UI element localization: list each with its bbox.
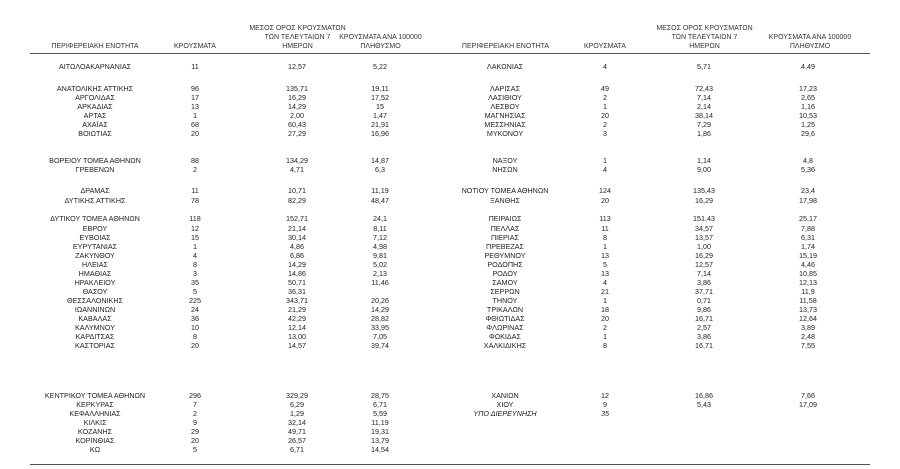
cell-avg: 16,86 — [695, 391, 713, 400]
cell-cases: 11 — [191, 62, 199, 71]
cell-region: ΧΑΝΙΩΝ — [491, 391, 519, 400]
cell-per100k: 5,36 — [801, 165, 815, 174]
table-row — [0, 129, 900, 138]
cell-cases: 20 — [191, 129, 199, 138]
cell-region: ΕΥΡΥΤΑΝΙΑΣ — [72, 242, 118, 251]
cell-avg: 135,43 — [693, 186, 715, 195]
table-row — [0, 341, 900, 350]
cell-region: ΤΡΙΚΑΛΩΝ — [486, 305, 524, 314]
cell-avg: 7,14 — [697, 269, 711, 278]
cell-region: ΛΑΡΙΣΑΣ — [489, 84, 521, 93]
cell-cases: 1 — [193, 242, 197, 251]
table-row — [0, 111, 900, 120]
cell-per100k: 20,26 — [371, 296, 389, 305]
cell-avg: 50,71 — [288, 278, 306, 287]
left-header-per100k — [338, 33, 423, 51]
cell-avg: 12,14 — [288, 323, 306, 332]
table-row — [0, 418, 900, 427]
table-row — [0, 427, 900, 436]
cell-per100k: 7,55 — [801, 341, 815, 350]
cell-per100k: 17,23 — [799, 84, 817, 93]
cell-per100k: 23,4 — [801, 186, 815, 195]
cell-per100k: 17,09 — [799, 400, 817, 409]
left-header-avg-line2: ΤΩΝ ΤΕΛΕΥΤΑΙΩΝ 7 — [264, 34, 331, 41]
cell-avg: 152,71 — [286, 214, 308, 223]
cell-avg: 82,29 — [288, 196, 306, 205]
cell-region: ΒΟΙΩΤΙΑΣ — [78, 129, 112, 138]
cell-region: ΡΟΔΟΥ — [492, 269, 518, 278]
cell-avg: 3,86 — [697, 332, 711, 341]
cell-cases: 11 — [601, 224, 609, 233]
cell-region: ΚΑΣΤΟΡΙΑΣ — [75, 341, 115, 350]
cell-avg: 16,29 — [695, 251, 713, 260]
cell-per100k: 17,52 — [371, 93, 389, 102]
cell-region: ΠΕΙΡΑΙΩΣ — [488, 214, 522, 223]
cell-avg: 2,14 — [697, 102, 711, 111]
cell-cases: 4 — [603, 165, 607, 174]
cell-avg: 13,57 — [695, 233, 713, 242]
cell-avg: 5,71 — [697, 62, 711, 71]
cell-cases: 20 — [601, 111, 609, 120]
cell-per100k: 4,98 — [373, 242, 387, 251]
cell-region: ΑΡΚΑΔΙΑΣ — [77, 102, 113, 111]
cell-per100k: 2,65 — [801, 93, 815, 102]
cell-avg: 16,29 — [695, 196, 713, 205]
cell-avg: 36,31 — [288, 287, 306, 296]
table-row — [0, 196, 900, 205]
cell-cases: 13 — [601, 269, 609, 278]
cell-cases: 2 — [193, 165, 197, 174]
cell-cases: 8 — [603, 233, 607, 242]
table-row — [0, 93, 900, 102]
cell-per100k: 9,81 — [373, 251, 387, 260]
cell-avg: 6,71 — [290, 445, 304, 454]
cell-per100k: 11,19 — [371, 186, 389, 195]
right-header-region: ΠΕΡΙΦΕΡΕΙΑΚΗ ΕΝΟΤΗΤΑ — [461, 43, 550, 50]
cell-cases: 88 — [191, 156, 199, 165]
cell-cases: 1 — [603, 296, 607, 305]
cell-per100k: 13,73 — [799, 305, 817, 314]
cell-region: ΧΙΟΥ — [496, 400, 514, 409]
left-header-avg-line3: ΗΜΕΡΩΝ — [282, 43, 313, 50]
cell-per100k: 15 — [376, 102, 384, 111]
cell-cases: 96 — [191, 84, 199, 93]
cell-avg: 49,71 — [288, 427, 306, 436]
cell-avg: 38,14 — [695, 111, 713, 120]
cell-per100k: 39,74 — [371, 341, 389, 350]
cell-avg: 343,71 — [286, 296, 308, 305]
cell-per100k: 4,8 — [803, 156, 813, 165]
cell-region: ΑΡΤΑΣ — [83, 111, 107, 120]
table-row — [0, 233, 900, 242]
cell-avg: 5,43 — [697, 400, 711, 409]
cell-region: ΚΟΡΙΝΘΙΑΣ — [75, 436, 115, 445]
cell-cases: 4 — [603, 62, 607, 71]
cell-cases: 68 — [191, 120, 199, 129]
cell-per100k: 11,46 — [371, 278, 389, 287]
cell-cases: 2 — [603, 120, 607, 129]
table-row — [0, 120, 900, 129]
cell-cases: 3 — [193, 269, 197, 278]
cell-region: ΕΥΒΟΙΑΣ — [79, 233, 111, 242]
table-row — [0, 251, 900, 260]
cell-cases: 21 — [601, 287, 609, 296]
cell-cases: 49 — [601, 84, 609, 93]
cell-cases: 15 — [191, 233, 199, 242]
cell-avg: 13,00 — [288, 332, 306, 341]
cell-cases: 118 — [189, 214, 201, 223]
cell-per100k: 19,11 — [371, 84, 389, 93]
cell-cases: 8 — [603, 341, 607, 350]
cell-region: ΙΩΑΝΝΙΝΩΝ — [74, 305, 116, 314]
cell-avg: 30,14 — [288, 233, 306, 242]
cell-per100k: 24,1 — [373, 214, 387, 223]
cell-region: ΦΛΩΡΙΝΑΣ — [486, 323, 524, 332]
cell-cases: 12 — [601, 391, 609, 400]
cell-cases: 1 — [193, 111, 197, 120]
cell-avg: 60,43 — [288, 120, 306, 129]
table-row — [0, 314, 900, 323]
cell-avg: 4,86 — [290, 242, 304, 251]
cell-cases: 2 — [603, 93, 607, 102]
cell-per100k: 6,71 — [373, 400, 387, 409]
right-header-cases: ΚΡΟΥΣΜΑΤΑ — [584, 43, 626, 50]
cell-cases: 4 — [193, 251, 197, 260]
header-rule-top — [30, 53, 870, 54]
cell-per100k: 29,6 — [801, 129, 815, 138]
cell-cases: 124 — [599, 186, 611, 195]
cell-region: ΝΗΣΩΝ — [492, 165, 518, 174]
table-row — [0, 242, 900, 251]
table-row — [0, 305, 900, 314]
cell-per100k: 21,91 — [371, 120, 389, 129]
table-row — [0, 436, 900, 445]
cell-cases: 9 — [193, 418, 197, 427]
cell-cases: 12 — [191, 224, 199, 233]
right-header-avg-line1: ΜΕΣΟΣ ΟΡΟΣ ΚΡΟΥΣΜΑΤΩΝ — [656, 25, 753, 32]
cell-cases: 20 — [601, 314, 609, 323]
cell-cases: 17 — [191, 93, 199, 102]
cell-region: ΡΟΔΟΠΗΣ — [487, 260, 523, 269]
cell-region: ΚΕΝΤΡΙΚΟΥ ΤΟΜΕΑ ΑΘΗΝΩΝ — [44, 391, 146, 400]
cell-region: ΝΑΞΟΥ — [492, 156, 518, 165]
left-header-per100k-line1: ΚΡΟΥΣΜΑΤΑ ΑΝΑ 100000 — [339, 34, 422, 41]
cell-region: ΗΛΕΙΑΣ — [81, 260, 109, 269]
cell-per100k: 7,12 — [373, 233, 387, 242]
cell-cases: 20 — [191, 436, 199, 445]
cell-avg: 9,86 — [697, 305, 711, 314]
cell-region: ΡΕΘΥΜΝΟΥ — [484, 251, 526, 260]
cell-avg: 12,57 — [288, 62, 306, 71]
cell-per100k: 1,74 — [801, 242, 815, 251]
cell-avg: 16,71 — [695, 341, 713, 350]
table-row — [0, 102, 900, 111]
cell-cases: 3 — [603, 129, 607, 138]
cell-per100k: 13,79 — [371, 436, 389, 445]
cell-cases: 1 — [603, 102, 607, 111]
cell-cases: 78 — [191, 196, 199, 205]
cell-per100k: 14,54 — [371, 445, 389, 454]
cell-avg: 151,43 — [693, 214, 715, 223]
cell-per100k: 7,88 — [801, 224, 815, 233]
cell-region: ΑΝΑΤΟΛΙΚΗΣ ΑΤΤΙΚΗΣ — [56, 84, 134, 93]
cell-avg: 26,57 — [288, 436, 306, 445]
cell-cases: 8 — [193, 260, 197, 269]
cell-avg: 1,14 — [697, 156, 711, 165]
cell-per100k: 2,13 — [373, 269, 387, 278]
cell-avg: 16,29 — [288, 93, 306, 102]
cell-per100k: 28,75 — [371, 391, 389, 400]
cell-cases: 2 — [193, 409, 197, 418]
cell-cases: 1 — [603, 332, 607, 341]
cell-avg: 1,86 — [697, 129, 711, 138]
cell-avg: 14,57 — [288, 341, 306, 350]
cell-region: ΕΒΡΟΥ — [82, 224, 108, 233]
cell-per100k: 1,47 — [373, 111, 387, 120]
cell-per100k: 8,11 — [373, 224, 387, 233]
cell-cases: 7 — [193, 400, 197, 409]
cell-per100k: 3,89 — [801, 323, 815, 332]
cell-avg: 6,29 — [290, 400, 304, 409]
cell-per100k: 11,58 — [799, 296, 817, 305]
cell-cases: 13 — [601, 251, 609, 260]
table-row — [0, 445, 900, 454]
table-row — [0, 296, 900, 305]
cell-avg: 1,00 — [697, 242, 711, 251]
cell-per100k: 15,19 — [799, 251, 817, 260]
right-header-avg-line2: ΤΩΝ ΤΕΛΕΥΤΑΙΩΝ 7 — [671, 34, 738, 41]
right-header-avg-line3: ΗΜΕΡΩΝ — [689, 43, 720, 50]
cell-region: ΚΑΡΔΙΤΣΑΣ — [75, 332, 115, 341]
cell-avg: 4,71 — [290, 165, 304, 174]
cell-cases: 8 — [193, 332, 197, 341]
table-row — [0, 278, 900, 287]
cell-avg: 72,43 — [695, 84, 713, 93]
cell-region: ΦΩΚΙΔΑΣ — [489, 332, 521, 341]
cell-region: ΘΕΣΣΑΛΟΝΙΚΗΣ — [67, 296, 123, 305]
cell-avg: 14,86 — [288, 269, 306, 278]
table-row — [0, 409, 900, 418]
cell-avg: 2,57 — [697, 323, 711, 332]
cell-avg: 3,86 — [697, 278, 711, 287]
right-header-per100k-line1: ΚΡΟΥΣΜΑΤΑ ΑΝΑ 100000 — [768, 34, 852, 41]
cell-cases: 2 — [603, 323, 607, 332]
cell-region: ΒΟΡΕΙΟΥ ΤΟΜΕΑ ΑΘΗΝΩΝ — [49, 156, 141, 165]
cell-avg: 21,14 — [288, 224, 306, 233]
cell-region: ΚΑΛΥΜΝΟΥ — [75, 323, 115, 332]
cell-cases: 20 — [191, 341, 199, 350]
cell-region: ΛΕΣΒΟΥ — [490, 102, 520, 111]
cell-avg: 34,57 — [695, 224, 713, 233]
cell-region: ΔΥΤΙΚΟΥ ΤΟΜΕΑ ΑΘΗΝΩΝ — [50, 214, 140, 223]
cell-per100k: 33,95 — [371, 323, 389, 332]
cell-region: ΚΟΖΑΝΗΣ — [77, 427, 113, 436]
cell-region: ΓΡΕΒΕΝΩΝ — [75, 165, 115, 174]
cell-avg: 135,71 — [286, 84, 308, 93]
cell-cases: 29 — [191, 427, 199, 436]
cell-region: ΜΕΣΣΗΝΙΑΣ — [484, 120, 526, 129]
cell-region: ΑΧΑΪΑΣ — [82, 120, 108, 129]
cell-region: ΤΗΝΟΥ — [492, 296, 518, 305]
cell-per100k: 7,05 — [373, 332, 387, 341]
right-header-avg — [652, 24, 757, 51]
cell-region: ΚΩ — [89, 445, 101, 454]
cell-region: ΜΥΚΟΝΟΥ — [486, 129, 524, 138]
cell-cases: 225 — [189, 296, 201, 305]
cell-cases: 1 — [603, 156, 607, 165]
cell-region: ΖΑΚΥΝΘΟΥ — [75, 251, 115, 260]
cell-cases: 20 — [601, 196, 609, 205]
cell-avg: 9,00 — [697, 165, 711, 174]
cell-per100k: 19,31 — [371, 427, 389, 436]
cell-avg: 10,71 — [288, 186, 306, 195]
cell-cases: 18 — [601, 305, 609, 314]
cell-per100k: 12,13 — [799, 278, 817, 287]
cell-region: ΠΕΛΛΑΣ — [490, 224, 520, 233]
cell-per100k: 10,85 — [799, 269, 817, 278]
cell-region: ΣΕΡΡΩΝ — [490, 287, 520, 296]
cell-cases: 4 — [603, 278, 607, 287]
cell-region: ΠΙΕΡΙΑΣ — [490, 233, 520, 242]
cell-region: ΦΘΙΩΤΙΔΑΣ — [485, 314, 525, 323]
cell-per100k: 6,31 — [801, 233, 815, 242]
cell-region: ΧΑΛΚΙΔΙΚΗΣ — [483, 341, 527, 350]
cell-region: ΚΑΒΑΛΑΣ — [78, 314, 112, 323]
cell-cases: 35 — [601, 409, 609, 418]
table-row — [0, 323, 900, 332]
cell-avg: 27,29 — [288, 129, 306, 138]
cell-avg: 21,29 — [288, 305, 306, 314]
table-row — [0, 214, 900, 223]
left-header-avg-line1: ΜΕΣΟΣ ΟΡΟΣ ΚΡΟΥΣΜΑΤΩΝ — [249, 25, 346, 32]
cell-cases: 13 — [191, 102, 199, 111]
cell-per100k: 16,96 — [371, 129, 389, 138]
cell-region: ΥΠΟ ΔΙΕΡΕΥΝΗΣΗ — [473, 409, 537, 418]
cell-avg: 7,14 — [697, 93, 711, 102]
table-row — [0, 332, 900, 341]
cell-region: ΠΡΕΒΕΖΑΣ — [486, 242, 524, 251]
cell-per100k: 28,82 — [371, 314, 389, 323]
table-row — [0, 186, 900, 195]
cell-cases: 5 — [193, 287, 197, 296]
cell-region: ΑΡΓΟΛΙΔΑΣ — [75, 93, 115, 102]
cell-region: ΗΜΑΘΙΑΣ — [78, 269, 112, 278]
cell-per100k: 7,66 — [801, 391, 815, 400]
cell-avg: 329,29 — [286, 391, 308, 400]
cell-per100k: 5,22 — [373, 62, 387, 71]
cell-avg: 32,14 — [288, 418, 306, 427]
left-header-avg — [245, 24, 350, 51]
cell-avg: 1,29 — [290, 409, 304, 418]
cell-per100k: 4,49 — [801, 62, 815, 71]
cell-cases: 5 — [193, 445, 197, 454]
cell-cases: 113 — [599, 214, 611, 223]
cell-avg: 14,29 — [288, 102, 306, 111]
table-row — [0, 400, 900, 409]
cell-per100k: 12,64 — [799, 314, 817, 323]
cell-cases: 24 — [191, 305, 199, 314]
cell-region: ΚΕΦΑΛΛΗΝΙΑΣ — [69, 409, 121, 418]
cell-per100k: 5,59 — [373, 409, 387, 418]
left-header-cases: ΚΡΟΥΣΜΑΤΑ — [174, 43, 216, 50]
cell-cases: 35 — [191, 278, 199, 287]
cell-region: ΞΑΝΘΗΣ — [490, 196, 520, 205]
cell-region: ΛΑΚΩΝΙΑΣ — [486, 62, 524, 71]
cell-avg: 6,86 — [290, 251, 304, 260]
cell-avg: 2,00 — [290, 111, 304, 120]
cell-per100k: 14,87 — [371, 156, 389, 165]
cell-avg: 12,57 — [695, 260, 713, 269]
table-row — [0, 62, 900, 71]
cell-cases: 296 — [189, 391, 201, 400]
cell-region: ΚΙΛΚΙΣ — [83, 418, 107, 427]
cell-avg: 7,29 — [697, 120, 711, 129]
cell-avg: 14,29 — [288, 260, 306, 269]
table-row — [0, 84, 900, 93]
cell-cases: 36 — [191, 314, 199, 323]
cell-region: ΜΑΓΝΗΣΙΑΣ — [484, 111, 526, 120]
cell-region: ΑΙΤΩΛΟΑΚΑΡΝΑΝΙΑΣ — [58, 62, 132, 71]
cell-per100k: 5,02 — [373, 260, 387, 269]
cell-region: ΝΟΤΙΟΥ ΤΟΜΕΑ ΑΘΗΝΩΝ — [461, 186, 549, 195]
cell-region: ΣΑΜΟΥ — [492, 278, 518, 287]
cell-region: ΗΡΑΚΛΕΙΟΥ — [74, 278, 116, 287]
table-row — [0, 165, 900, 174]
left-header-per100k-line2: ΠΛΗΘΥΣΜΟ — [360, 43, 401, 50]
cell-per100k: 10,53 — [799, 111, 817, 120]
left-header-region: ΠΕΡΙΦΕΡΕΙΑΚΗ ΕΝΟΤΗΤΑ — [51, 43, 139, 50]
cell-per100k: 1,25 — [801, 120, 815, 129]
cell-cases: 5 — [603, 260, 607, 269]
cell-avg: 16,71 — [695, 314, 713, 323]
cell-per100k: 17,98 — [799, 196, 817, 205]
cell-per100k: 1,16 — [801, 102, 815, 111]
cell-region: ΔΡΑΜΑΣ — [80, 186, 110, 195]
cell-per100k: 11,9 — [801, 287, 815, 296]
right-header-per100k-line2: ΠΛΗΘΥΣΜΟ — [789, 43, 831, 50]
cell-per100k: 25,17 — [799, 214, 817, 223]
cell-cases: 11 — [191, 186, 199, 195]
table-row — [0, 260, 900, 269]
cell-per100k: 4,46 — [801, 260, 815, 269]
cell-cases: 1 — [603, 242, 607, 251]
table-rule-bottom — [30, 464, 870, 465]
cell-region: ΛΑΣΙΘΙΟΥ — [488, 93, 522, 102]
table-row — [0, 156, 900, 165]
cell-avg: 134,29 — [286, 156, 308, 165]
table-row — [0, 287, 900, 296]
cell-region: ΘΑΣΟΥ — [82, 287, 108, 296]
cell-region: ΔΥΤΙΚΗΣ ΑΤΤΙΚΗΣ — [64, 196, 126, 205]
cell-per100k: 6,3 — [375, 165, 385, 174]
cell-per100k: 2,48 — [801, 332, 815, 341]
table-row — [0, 269, 900, 278]
cell-cases: 9 — [603, 400, 607, 409]
cell-avg: 37,71 — [695, 287, 713, 296]
cell-avg: 0,71 — [697, 296, 711, 305]
cell-cases: 10 — [191, 323, 199, 332]
right-header-per100k — [765, 33, 855, 51]
cell-per100k: 11,19 — [371, 418, 389, 427]
cell-per100k: 48,47 — [371, 196, 389, 205]
table-row — [0, 391, 900, 400]
cell-avg: 42,29 — [288, 314, 306, 323]
table-row — [0, 224, 900, 233]
cell-region: ΚΕΡΚΥΡΑΣ — [76, 400, 114, 409]
cell-per100k: 14,29 — [371, 305, 389, 314]
